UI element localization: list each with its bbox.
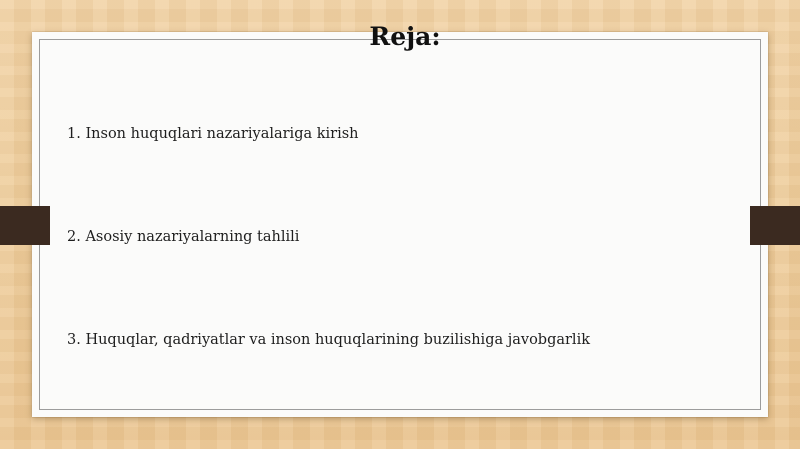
right-side-tab [750, 206, 800, 245]
slide-paper [32, 32, 768, 417]
plan-item-3: 3. Huquqlar, qadriyatlar va inson huquqlarining buzilishiga javobgarlik [67, 332, 590, 348]
plan-item-1: 1. Inson huquqlari nazariyalariga kirish [67, 126, 359, 142]
plan-item-2: 2. Asosiy nazariyalarning tahlili [67, 229, 300, 245]
paper-border [39, 39, 761, 410]
left-side-tab [0, 206, 50, 245]
slide-title: Reja: [369, 22, 441, 51]
